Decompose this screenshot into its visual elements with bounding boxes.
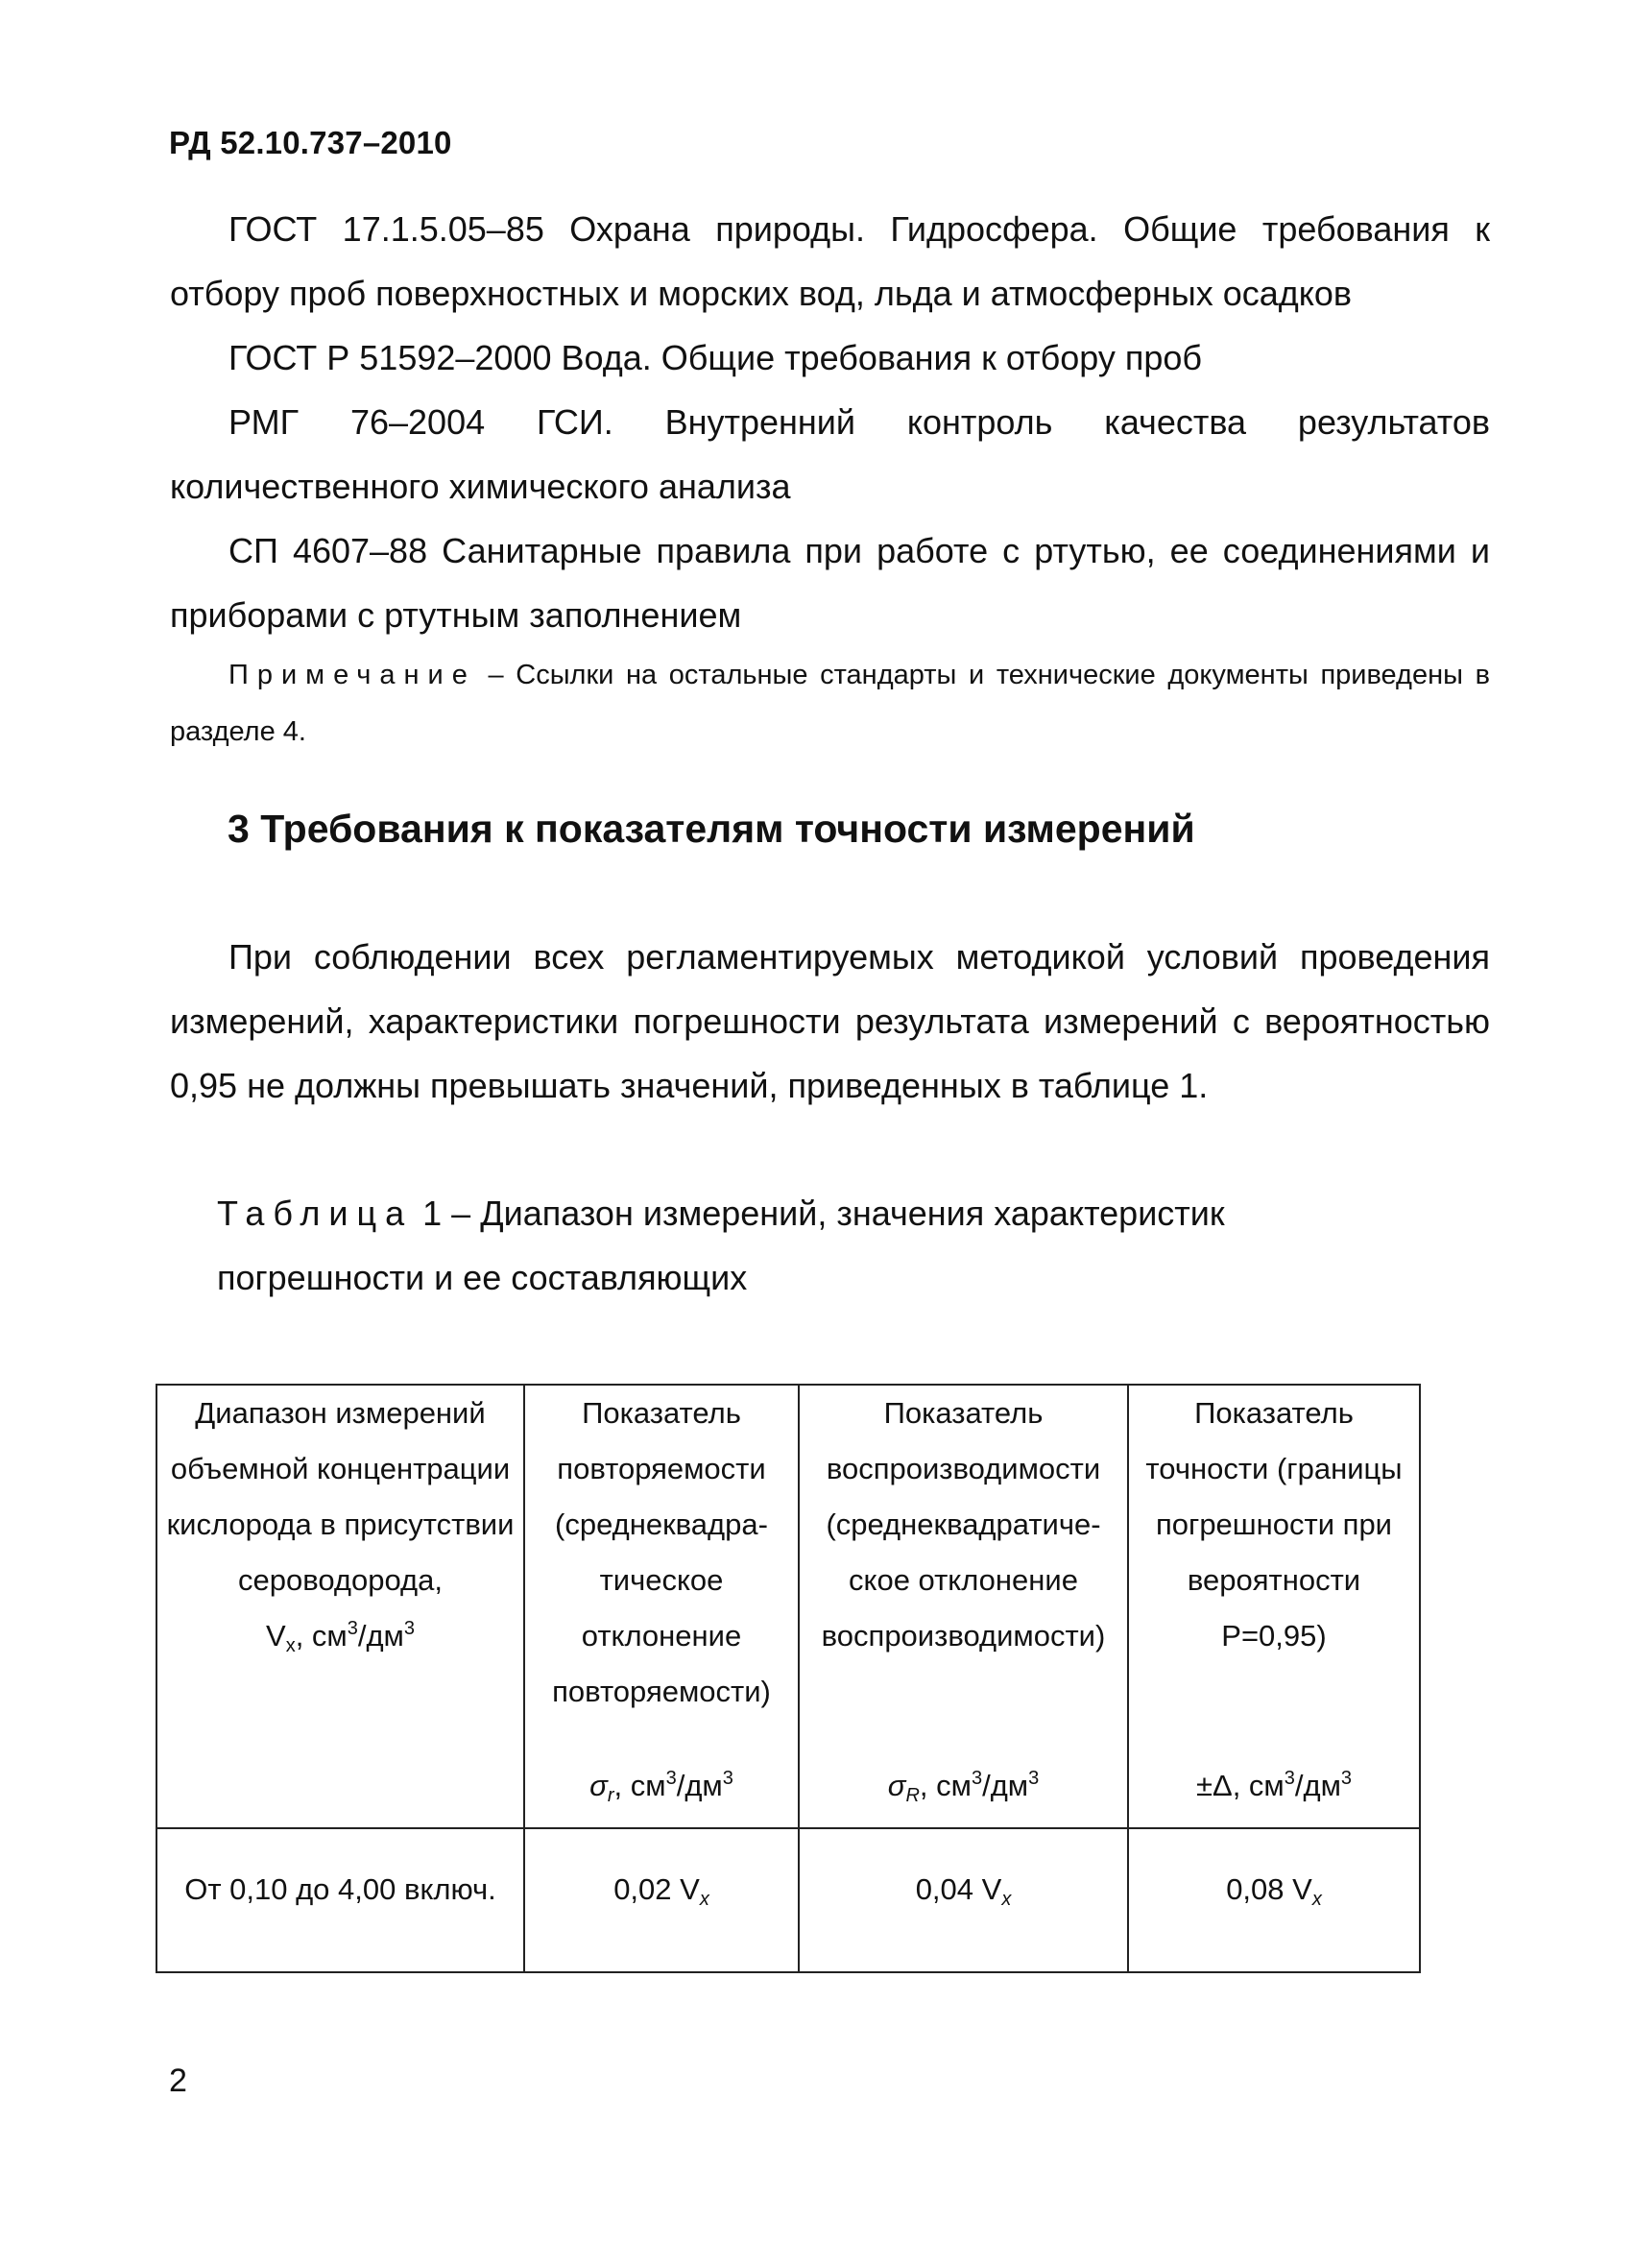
- reference-item: РМГ 76–2004 ГСИ. Внутренний контроль качества результатов количественного химического анализа: [170, 402, 1490, 506]
- references-block: [170, 197, 1490, 760]
- header-text: Показатель повторяемости (среднеквадра-тическое отклонение повторяемости): [552, 1396, 771, 1708]
- reference-item: ГОСТ Р 51592–2000 Вода. Общие требования к отбору проб: [228, 338, 1203, 377]
- header-unit-mid: /дм: [357, 1619, 404, 1653]
- header-unit: [163, 1608, 517, 1664]
- cell-value: 0,08 V: [1226, 1872, 1312, 1906]
- cell-value: 0,04 V: [915, 1872, 1002, 1906]
- header-unit-mid: /дм: [1294, 1769, 1341, 1802]
- header-text: Диапазон измерений объемной концентрации кислорода в присутствии сероводорода,: [166, 1396, 515, 1597]
- header-symbol: σ: [887, 1769, 906, 1802]
- accuracy-table: [156, 1384, 1421, 1973]
- header-unit-sup: 3: [403, 1618, 415, 1639]
- header-text: Показатель воспроизводимости (среднеквадратиче-ское отклонение воспроизводимости): [821, 1396, 1106, 1653]
- cell-accuracy: [1128, 1828, 1420, 1972]
- table-caption-label: Таблица: [217, 1194, 414, 1233]
- page-number: 2: [169, 2063, 187, 2099]
- section-body: [170, 925, 1490, 1118]
- header-symbol-sub: r: [607, 1785, 614, 1806]
- cell-reproducibility: [799, 1828, 1128, 1972]
- header-cell-reproducibility: [799, 1385, 1128, 1828]
- header-unit: [525, 1758, 798, 1814]
- header-unit-sup: 3: [665, 1768, 677, 1789]
- section-paragraph: При соблюдении всех регламентируемых методикой условий проведения измерений, характеристики погрешности результата измерений с вероятностью 0,95 не должны превышать значений, приведенных в таблице 1.: [170, 937, 1490, 1105]
- header-unit-prefix: , см: [919, 1769, 972, 1802]
- table-caption-title: 1 – Диапазон измерений, значения характеристик: [413, 1194, 1225, 1233]
- header-unit-sup: 3: [1028, 1768, 1040, 1789]
- header-unit-sup: 3: [971, 1768, 983, 1789]
- header-unit-mid: /дм: [982, 1769, 1029, 1802]
- header-cell-accuracy: [1128, 1385, 1420, 1828]
- header-text: Показатель точности (границы погрешности при вероятности Р=0,95): [1145, 1396, 1403, 1653]
- header-cell-range: [156, 1385, 524, 1828]
- header-unit: [1129, 1758, 1419, 1814]
- header-symbol-sub: R: [905, 1785, 920, 1806]
- header-unit-sup: 3: [347, 1618, 358, 1639]
- header-symbol: V: [266, 1619, 286, 1653]
- header-unit-mid: /дм: [676, 1769, 723, 1802]
- reference-item: ГОСТ 17.1.5.05–85 Охрана природы. Гидросфера. Общие требования к отбору проб поверхностных и морских вод, льда и атмосферных осадков: [170, 209, 1490, 313]
- cell-sub: x: [699, 1889, 709, 1910]
- table-caption-line-2: погрешности и ее составляющих: [217, 1258, 748, 1297]
- reference-item: СП 4607–88 Санитарные правила при работе с ртутью, ее соединениями и приборами с ртутным заполнением: [170, 531, 1490, 635]
- cell-range: От 0,10 до 4,00 включ.: [156, 1828, 524, 1972]
- note: [170, 647, 1490, 760]
- cell-repeatability: [524, 1828, 799, 1972]
- note-text: – Ссылки на остальные стандарты и технические документы приведены в разделе 4.: [170, 660, 1490, 747]
- header-symbol: σ: [589, 1769, 608, 1802]
- cell-value: 0,02 V: [613, 1872, 700, 1906]
- header-unit-sup: 3: [1284, 1768, 1295, 1789]
- header-unit-sup: 3: [1340, 1768, 1353, 1789]
- table-caption-line-1: [217, 1181, 1225, 1245]
- header-unit-prefix: , см: [613, 1769, 666, 1802]
- cell-sub: x: [1311, 1889, 1322, 1910]
- table-row: [156, 1828, 1420, 1972]
- cell-sub: x: [1001, 1889, 1012, 1910]
- document-code: РД 52.10.737–2010: [169, 125, 452, 160]
- table-header-row: [156, 1385, 1420, 1828]
- header-symbol-sub: x: [285, 1635, 296, 1656]
- table-caption: [217, 1181, 1225, 1310]
- header-unit-sup: 3: [722, 1768, 733, 1789]
- header-unit-prefix: , см: [295, 1619, 348, 1653]
- header-unit-prefix: , см: [1232, 1769, 1285, 1802]
- note-label: Примечание: [228, 660, 476, 690]
- header-cell-repeatability: [524, 1385, 799, 1828]
- header-symbol: ±Δ: [1195, 1769, 1233, 1802]
- header-unit: [800, 1758, 1127, 1814]
- section-title: 3 Требования к показателям точности измерений: [228, 807, 1195, 851]
